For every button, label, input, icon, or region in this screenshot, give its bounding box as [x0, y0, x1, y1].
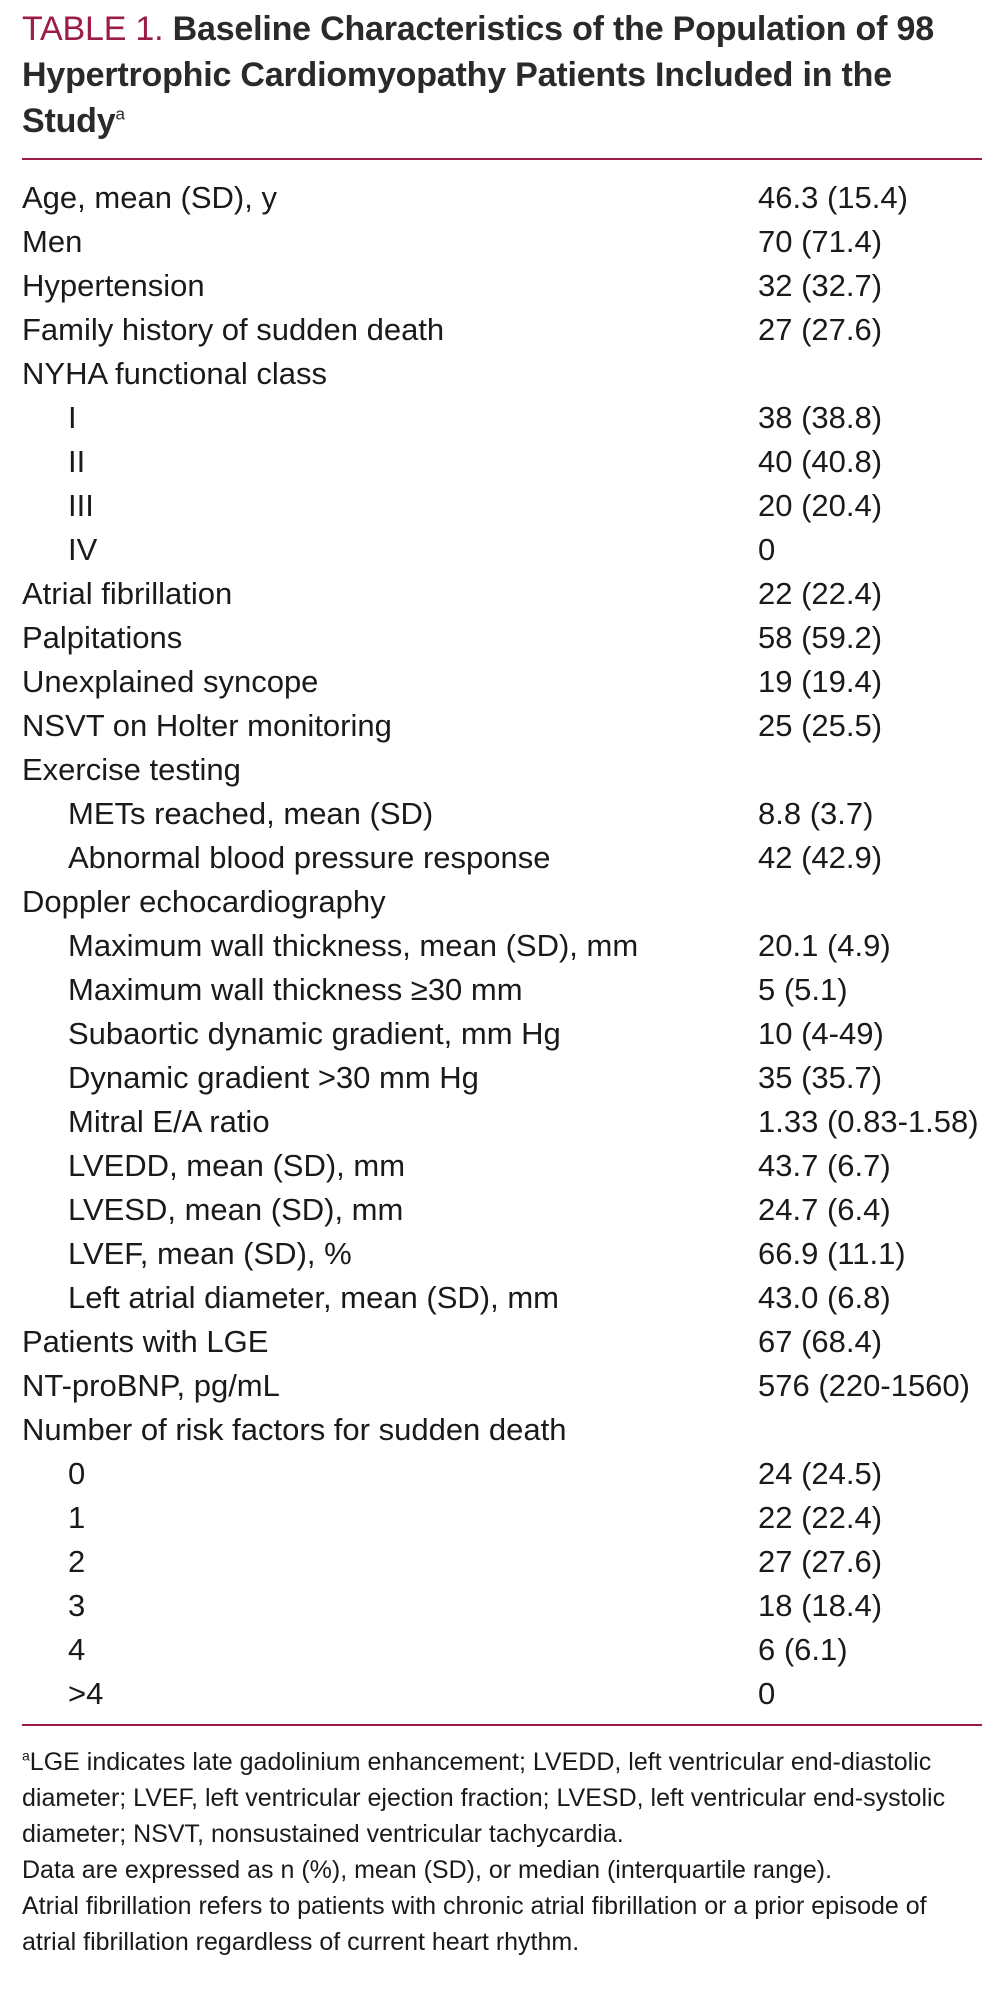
row-label: >4	[68, 1676, 104, 1711]
row-label: Mitral E/A ratio	[68, 1104, 270, 1139]
table-row	[22, 1408, 982, 1452]
row-label: II	[68, 444, 86, 479]
row-value: 70 (71.4)	[758, 224, 883, 259]
row-label: Patients with LGE	[22, 1324, 269, 1359]
row-label: 4	[68, 1632, 86, 1667]
table-subrow	[22, 1100, 982, 1144]
row-label: Left atrial diameter, mean (SD), mm	[68, 1280, 559, 1315]
row-value: 42 (42.9)	[758, 840, 883, 875]
row-label: Atrial fibrillation	[22, 576, 233, 611]
footnote-atrial-fibrillation: Atrial fibrillation refers to patients with chronic atrial fibrillation or a prior episode of atrial fibrillation regardless of current heart rhythm.	[22, 1892, 927, 1956]
table-row	[22, 264, 982, 308]
abbreviations-text: LGE indicates late gadolinium enhancement; LVEDD, left ventricular end-diastolic diameter; LVEF, left ventricular ejection fraction; LVESD, left ventricular end-systolic diameter; NSVT, nonsustained ventricular tachycardia.	[22, 1748, 946, 1848]
row-value: 5 (5.1)	[758, 972, 848, 1007]
row-value: 38 (38.8)	[758, 400, 883, 435]
row-value: 25 (25.5)	[758, 708, 883, 743]
row-value: 24 (24.5)	[758, 1456, 883, 1491]
row-label: Hypertension	[22, 268, 205, 303]
row-value: 24.7 (6.4)	[758, 1192, 891, 1227]
row-label: Unexplained syncope	[22, 664, 319, 699]
table-subrow	[22, 1276, 982, 1320]
row-value: 1.33 (0.83-1.58)	[758, 1104, 979, 1139]
table-title	[22, 0, 982, 144]
row-label: 0	[68, 1456, 86, 1491]
row-value: 20.1 (4.9)	[758, 928, 891, 963]
table-subrow	[22, 1540, 982, 1584]
table-label: TABLE 1.	[22, 10, 164, 48]
row-value: 27 (27.6)	[758, 312, 883, 347]
row-label: LVEF, mean (SD), %	[68, 1236, 352, 1271]
row-label: 1	[68, 1500, 86, 1535]
row-label: Subaortic dynamic gradient, mm Hg	[68, 1016, 561, 1051]
table-subrow	[22, 968, 982, 1012]
row-label: LVESD, mean (SD), mm	[68, 1192, 404, 1227]
row-label: Dynamic gradient >30 mm Hg	[68, 1060, 479, 1095]
table-row	[22, 1364, 982, 1408]
table-subrow	[22, 1452, 982, 1496]
row-label: Maximum wall thickness, mean (SD), mm	[68, 928, 639, 963]
row-label: Doppler echocardiography	[22, 884, 386, 919]
table-row	[22, 176, 982, 220]
row-value: 43.0 (6.8)	[758, 1280, 891, 1315]
row-label: METs reached, mean (SD)	[68, 796, 434, 831]
table-subrow	[22, 1628, 982, 1672]
table-subrow	[22, 1056, 982, 1100]
row-value: 32 (32.7)	[758, 268, 883, 303]
row-value: 10 (4-49)	[758, 1016, 884, 1051]
row-value: 20 (20.4)	[758, 488, 883, 523]
row-label: NT-proBNP, pg/mL	[22, 1368, 280, 1403]
table-row	[22, 308, 982, 352]
table-subrow	[22, 1232, 982, 1276]
row-value: 22 (22.4)	[758, 576, 883, 611]
table-subrow	[22, 836, 982, 880]
row-value: 0	[758, 532, 776, 567]
row-value: 43.7 (6.7)	[758, 1148, 891, 1183]
table-subrow	[22, 528, 982, 572]
table-row	[22, 748, 982, 792]
table-document	[22, 0, 982, 1960]
table-subrow	[22, 1144, 982, 1188]
table-subrow	[22, 1012, 982, 1056]
row-label: Age, mean (SD), y	[22, 180, 277, 215]
table-footnotes	[22, 1744, 982, 1960]
row-label: Family history of sudden death	[22, 312, 445, 347]
table-row	[22, 220, 982, 264]
table-subrow	[22, 924, 982, 968]
row-value: 18 (18.4)	[758, 1588, 883, 1623]
row-value: 58 (59.2)	[758, 620, 883, 655]
title-footnote-marker: a	[115, 104, 125, 124]
table-subrow	[22, 1584, 982, 1628]
row-label: Palpitations	[22, 620, 183, 655]
row-value: 576 (220-1560)	[758, 1368, 970, 1403]
row-label: Maximum wall thickness ≥30 mm	[68, 972, 523, 1007]
row-value: 6 (6.1)	[758, 1632, 848, 1667]
table-subrow	[22, 484, 982, 528]
row-label: Exercise testing	[22, 752, 241, 787]
row-label: 3	[68, 1588, 86, 1623]
row-value: 66.9 (11.1)	[758, 1236, 906, 1271]
row-label: NYHA functional class	[22, 356, 327, 391]
row-value: 0	[758, 1676, 776, 1711]
table-row	[22, 704, 982, 748]
table-row	[22, 660, 982, 704]
row-label: Abnormal blood pressure response	[68, 840, 551, 875]
footnote-data-expression: Data are expressed as n (%), mean (SD), or median (interquartile range).	[22, 1856, 833, 1884]
table-row	[22, 572, 982, 616]
footer-rule	[22, 1724, 982, 1726]
header-rule	[22, 158, 982, 160]
table-row	[22, 880, 982, 924]
row-value: 40 (40.8)	[758, 444, 883, 479]
row-label: 2	[68, 1544, 86, 1579]
row-label: I	[68, 400, 77, 435]
footnote-abbreviations	[22, 1744, 982, 1852]
row-label: Number of risk factors for sudden death	[22, 1412, 567, 1447]
row-label: III	[68, 488, 94, 523]
row-label: IV	[68, 532, 98, 567]
table-row	[22, 616, 982, 660]
table-subrow	[22, 1188, 982, 1232]
table-title-text: Baseline Characteristics of the Population of 98 Hypertrophic Cardiomyopathy Patients Included in the Study	[22, 10, 934, 140]
row-value: 22 (22.4)	[758, 1500, 883, 1535]
row-label: LVEDD, mean (SD), mm	[68, 1148, 406, 1183]
row-value: 27 (27.6)	[758, 1544, 883, 1579]
table-subrow	[22, 792, 982, 836]
table-row	[22, 352, 982, 396]
table-subrow	[22, 1496, 982, 1540]
table-subrow	[22, 396, 982, 440]
row-value: 46.3 (15.4)	[758, 180, 908, 215]
table-subrow	[22, 1672, 982, 1716]
row-value: 8.8 (3.7)	[758, 796, 874, 831]
table-body	[22, 176, 982, 1716]
table-subrow	[22, 440, 982, 484]
row-value: 35 (35.7)	[758, 1060, 883, 1095]
row-label: NSVT on Holter monitoring	[22, 708, 392, 743]
table-row	[22, 1320, 982, 1364]
row-value: 67 (68.4)	[758, 1324, 883, 1359]
row-value: 19 (19.4)	[758, 664, 883, 699]
row-label: Men	[22, 224, 83, 259]
footnote-marker: a	[22, 1747, 30, 1764]
